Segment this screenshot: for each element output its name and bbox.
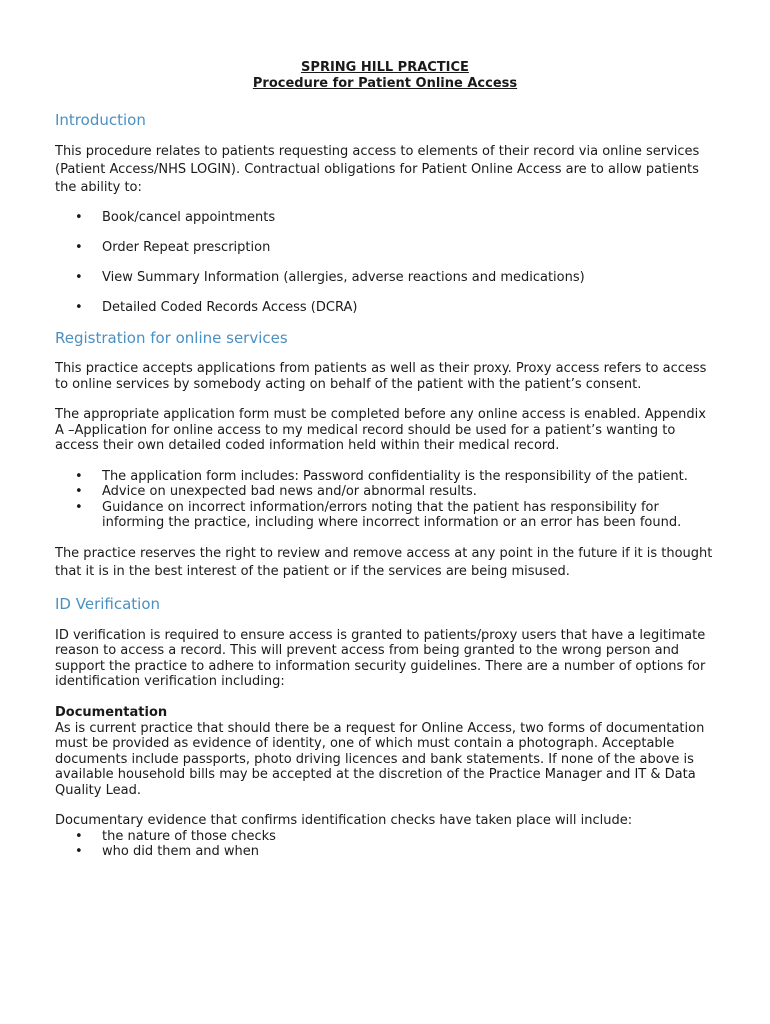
evidence-paragraph: Documentary evidence that confirms identification checks have taken place will include: [55,813,633,828]
registration-paragraph-proxy: This practice accepts applications from patients as well as their proxy. Proxy access refers to access to online services by somebody acting on behalf of the patient with the patient’s consent. [55,361,707,392]
id-verification-heading: ID Verification [55,594,161,613]
introduction-paragraph: This procedure relates to patients requesting access to elements of their record via online services (Patient Access/NHS LOGIN). Contractual obligations for Patient Online Access are to allow patients the ability to: [55,144,700,195]
document-subtitle: Procedure for Patient Online Access [252,76,518,91]
list-item: • who did them and when [55,844,715,860]
id-verification-paragraph: ID verification is required to ensure access is granted to patients/proxy users that have a legitimate reason to access a record. This will prevent access from being granted to the wrong person and support the practice to adhere to information security guidelines. There are a number of options for identification verification including: [55,627,706,689]
application-form-list [55,469,715,531]
list-item: • Detailed Coded Records Access (DCRA) [55,299,715,317]
introduction-heading: Introduction [55,111,146,129]
list-item: • Order Repeat prescription [55,239,715,257]
list-item: • the nature of those checks [55,829,715,845]
registration-paragraph-review: The practice reserves the right to review and remove access at any point in the future if it is thought that it is in the best interest of the patient or if the services are being misused. [55,545,713,579]
list-item: • View Summary Information (allergies, adverse reactions and medications) [55,269,715,287]
evidence-list [55,829,715,860]
document-page [55,0,715,860]
document-title: SPRING HILL PRACTICE [301,60,469,75]
list-item: • Guidance on incorrect information/errors noting that the patient has responsibility for informing the practice, including where incorrect information or an error has been found. [55,500,715,531]
registration-heading: Registration for online services [55,329,288,347]
title-block [55,60,715,92]
documentation-heading: Documentation [55,704,168,720]
list-item: • Advice on unexpected bad news and/or abnormal results. [55,484,715,500]
list-item: • Book/cancel appointments [55,209,715,227]
online-abilities-list [55,209,715,317]
documentation-paragraph: As is current practice that should there be a request for Online Access, two forms of documentation must be provided as evidence of identity, one of which must contain a photograph. Acceptable documents include passports, photo driving licences and bank statements. If none of the above is available household bills may be accepted at the discretion of the Practice Manager and IT & Data Quality Lead. [55,720,705,798]
list-item: • The application form includes: Password confidentiality is the responsibility of the patient. [55,469,715,485]
registration-paragraph-form: The appropriate application form must be completed before any online access is enabled. Appendix A –Application for online access to my medical record should be used for a patient’s wanting to access their own detailed coded information held within their medical record. [55,407,706,453]
